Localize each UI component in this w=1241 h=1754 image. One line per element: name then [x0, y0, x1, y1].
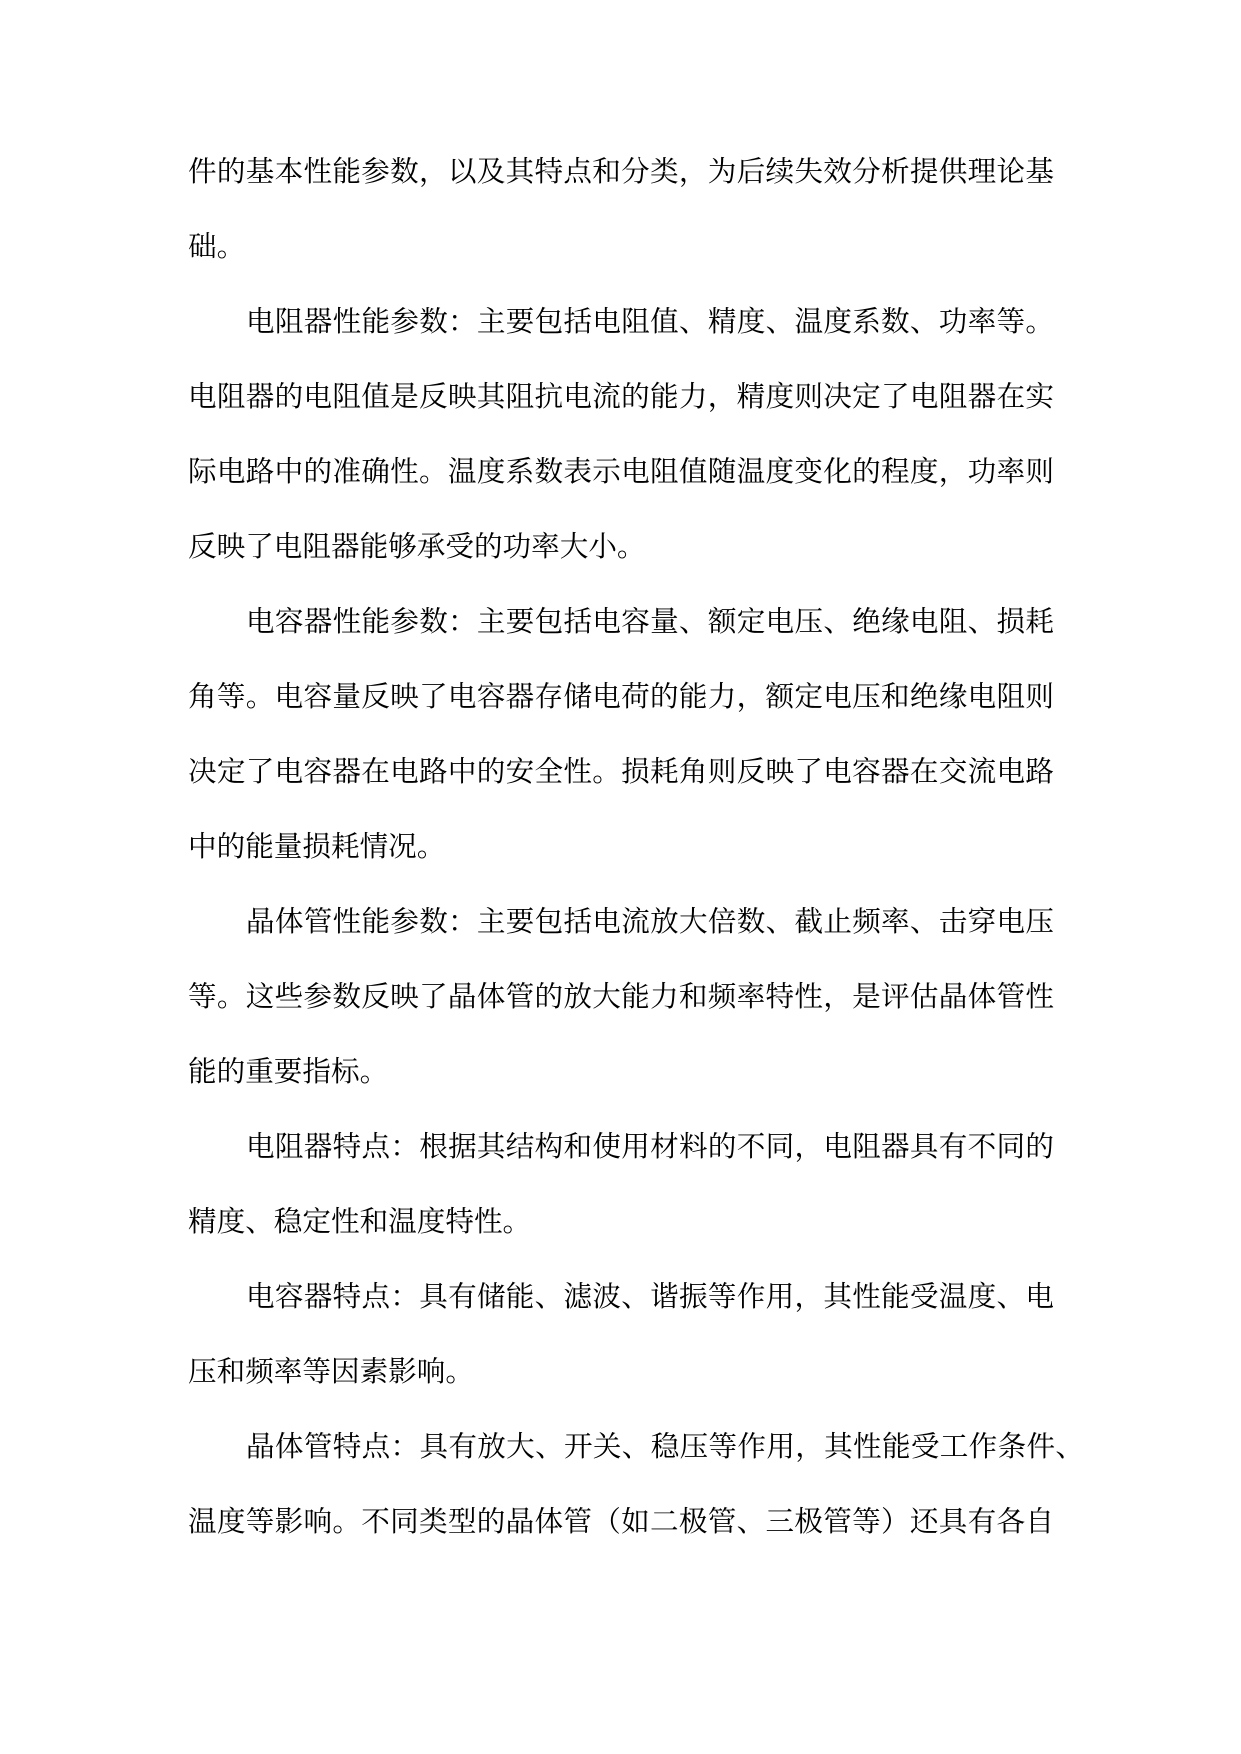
text-line: 晶体管特点：具有放大、开关、稳压等作用，其性能受工作条件、 — [246, 1429, 1084, 1463]
text-line: 能的重要指标。 — [188, 1054, 389, 1088]
paragraph-resistor-parameters — [188, 284, 1054, 584]
text-line: 决定了电容器在电路中的安全性。损耗角则反映了电容器在交流电路 — [188, 754, 1054, 788]
text-line: 电阻器性能参数：主要包括电阻值、精度、温度系数、功率等。 — [246, 304, 1054, 338]
paragraph-resistor-features — [188, 1109, 1054, 1259]
text-line: 角等。电容量反映了电容器存储电荷的能力，额定电压和绝缘电阻则 — [188, 679, 1054, 713]
text-line: 中的能量损耗情况。 — [188, 829, 446, 863]
text-line: 反映了电阻器能够承受的功率大小。 — [188, 529, 646, 563]
text-line: 压和频率等因素影响。 — [188, 1354, 474, 1388]
text-line: 精度、稳定性和温度特性。 — [188, 1204, 532, 1238]
paragraph-capacitor-parameters — [188, 584, 1054, 884]
text-line: 温度等影响。不同类型的晶体管（如二极管、三极管等）还具有各自 — [188, 1504, 1054, 1538]
text-line: 电阻器特点：根据其结构和使用材料的不同，电阻器具有不同的 — [246, 1129, 1054, 1163]
text-line: 等。这些参数反映了晶体管的放大能力和频率特性，是评估晶体管性 — [188, 979, 1054, 1013]
text-line: 件的基本性能参数，以及其特点和分类，为后续失效分析提供理论基 — [188, 154, 1054, 188]
text-line: 电容器特点：具有储能、滤波、谐振等作用，其性能受温度、电 — [246, 1279, 1054, 1313]
text-line: 础。 — [188, 229, 246, 263]
text-line: 电容器性能参数：主要包括电容量、额定电压、绝缘电阻、损耗 — [246, 604, 1054, 638]
paragraph-capacitor-features — [188, 1259, 1054, 1409]
paragraph-transistor-parameters — [188, 884, 1054, 1109]
text-line: 际电路中的准确性。温度系数表示电阻值随温度变化的程度，功率则 — [188, 454, 1054, 488]
body-text — [188, 134, 1084, 1559]
paragraph-transistor-features — [188, 1409, 1084, 1559]
text-line: 电阻器的电阻值是反映其阻抗电流的能力，精度则决定了电阻器在实 — [188, 379, 1054, 413]
text-line: 晶体管性能参数：主要包括电流放大倍数、截止频率、击穿电压 — [246, 904, 1054, 938]
paragraph-continued-intro — [188, 134, 1054, 284]
